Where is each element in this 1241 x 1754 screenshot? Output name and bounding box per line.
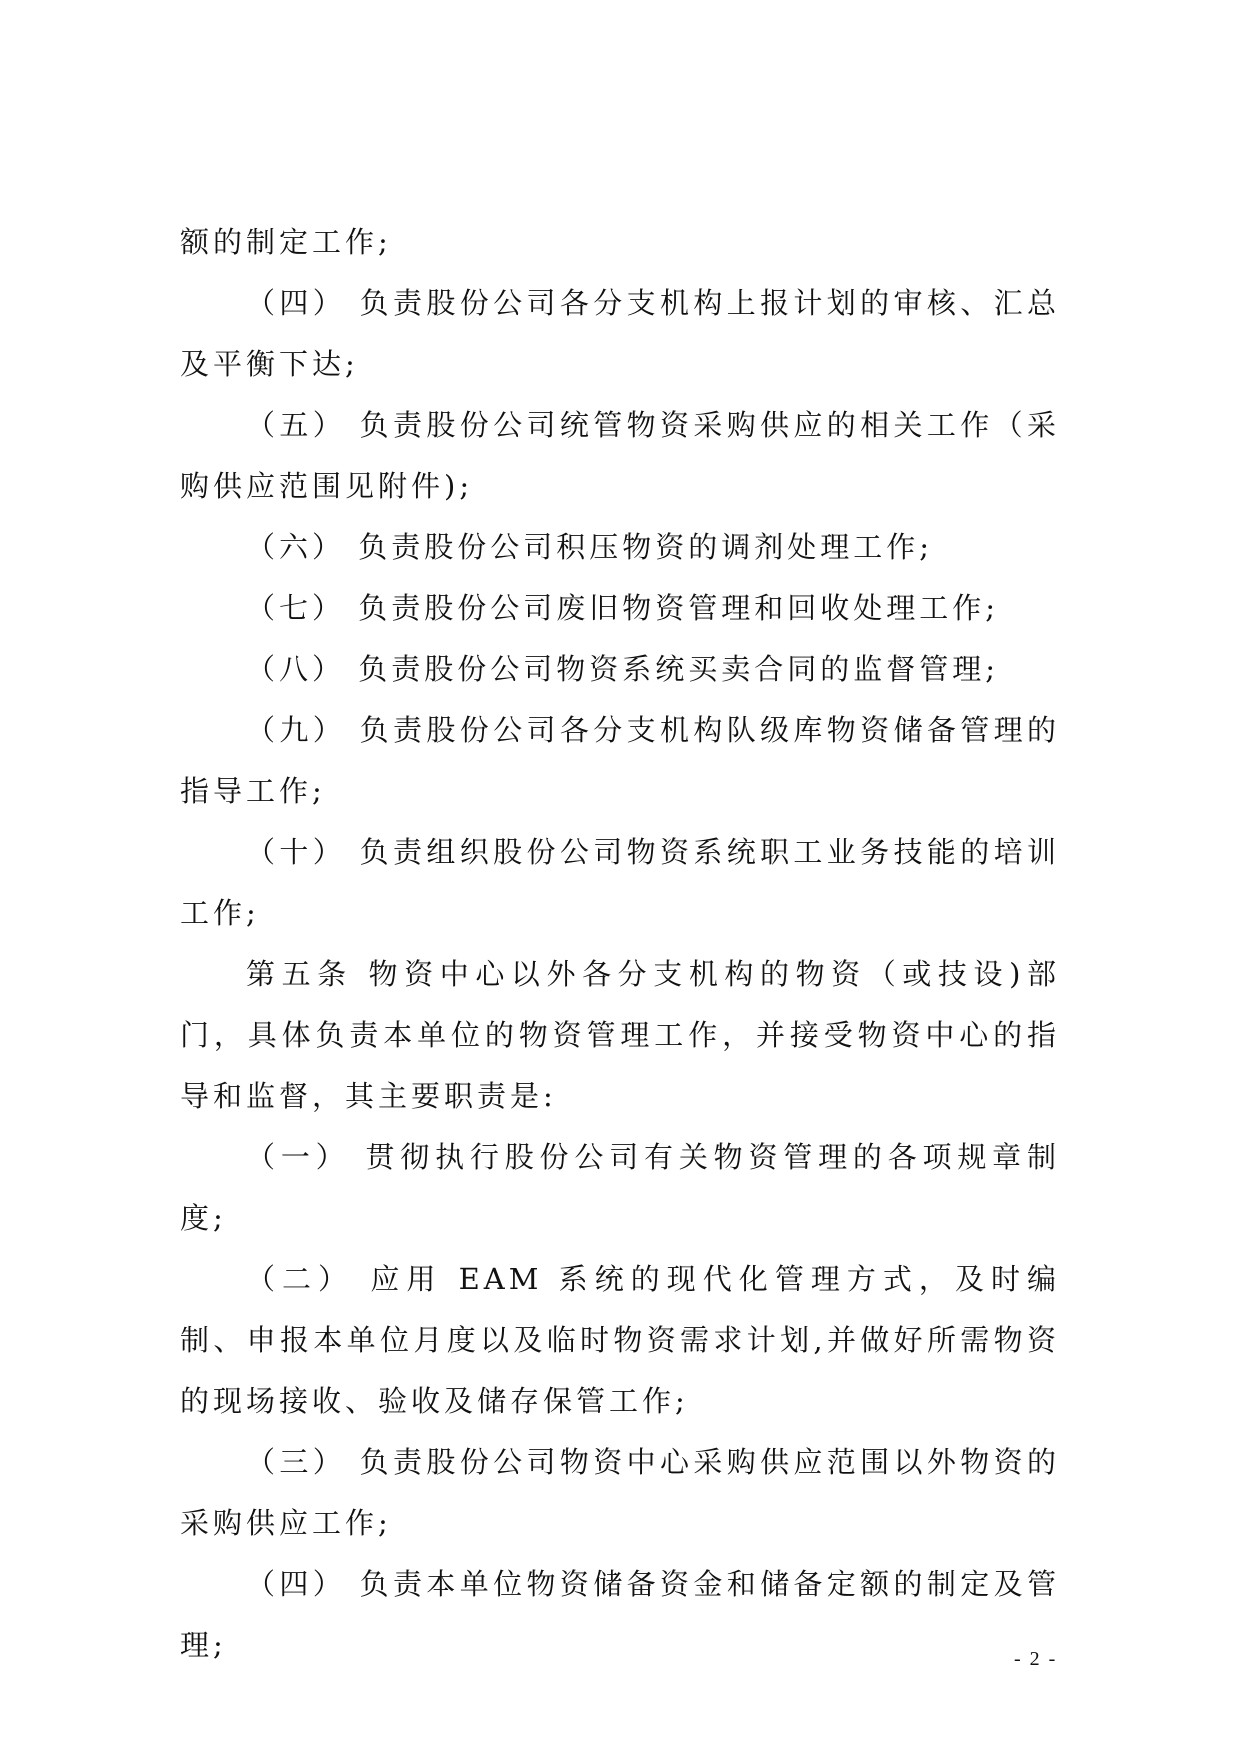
document-body [180,212,1060,1676]
paragraph-item-8: （八） 负责股份公司物资系统买卖合同的监督管理; [246,652,999,686]
paragraph-item-9: （九） 负责股份公司各分支机构队级库物资储备管理的指导工作; [180,713,1060,808]
paragraph-item-5: （五） 负责股份公司统管物资采购供应的相关工作（采购供应范围见附件); [180,408,1060,503]
paragraph-subitem-2: （二） 应用 EAM 系统的现代化管理方式，及时编制、申报本单位月度以及临时物资需求计划,并做好所需物资的现场接收、验收及储存保管工作; [180,1262,1060,1418]
paragraph-item-7: （七） 负责股份公司废旧物资管理和回收处理工作; [246,591,999,625]
page-number: - 2 - [1014,1648,1058,1670]
paragraph-subitem-3: （三） 负责股份公司物资中心采购供应范围以外物资的采购供应工作; [180,1445,1060,1540]
paragraph-subitem-1: （一） 贯彻执行股份公司有关物资管理的各项规章制度; [180,1140,1060,1235]
paragraph-item-4: （四） 负责股份公司各分支机构上报计划的审核、汇总及平衡下达; [180,286,1060,381]
paragraph-item-6: （六） 负责股份公司积压物资的调剂处理工作; [246,530,933,564]
paragraph-continuation: 额的制定工作; [180,225,392,259]
paragraph-article-5: 第五条 物资中心以外各分支机构的物资（或技设)部门，具体负责本单位的物资管理工作，并接受物资中心的指导和监督，其主要职责是: [180,957,1060,1113]
paragraph-item-10: （十） 负责组织股份公司物资系统职工业务技能的培训工作; [180,835,1060,930]
paragraph-subitem-4: （四） 负责本单位物资储备资金和储备定额的制定及管理; [180,1567,1060,1662]
